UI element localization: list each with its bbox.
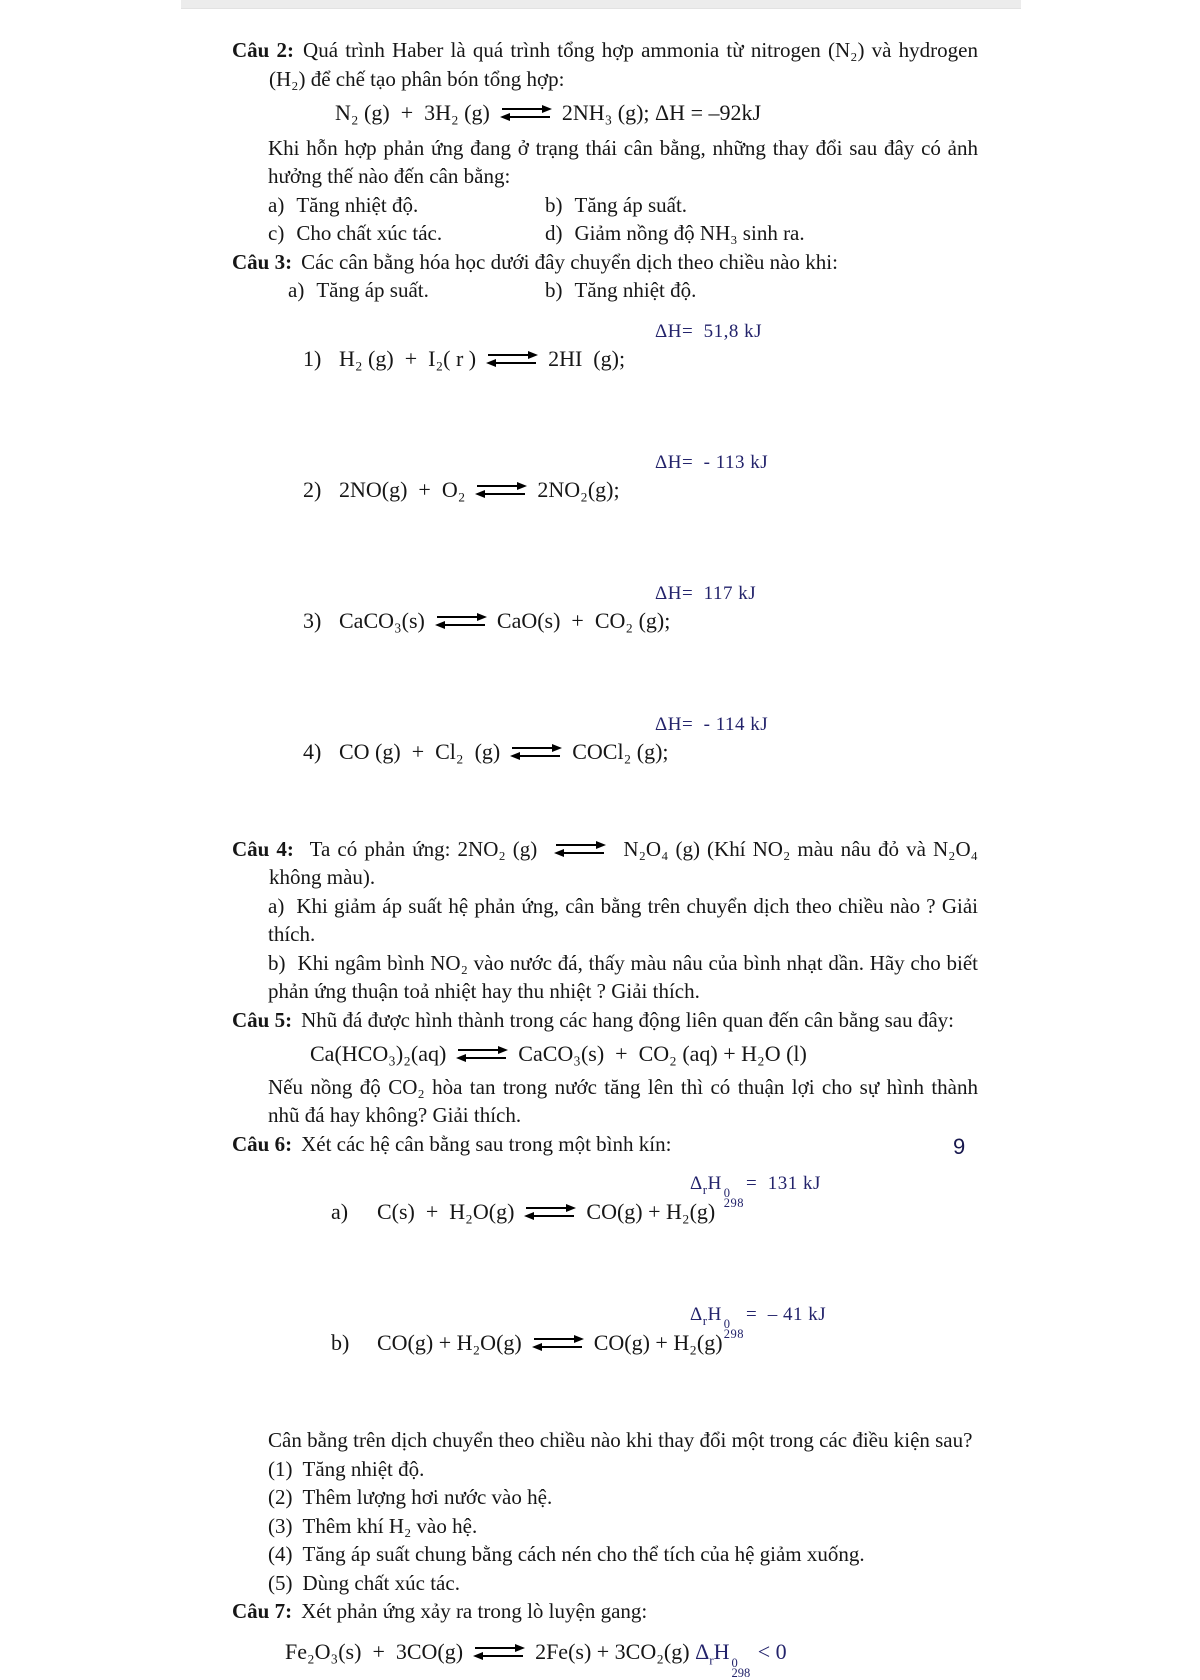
question-7-text: Xét phản ứng xảy ra trong lò luyện gang: [301, 1599, 648, 1623]
page-number: 9 [953, 1134, 966, 1159]
question-4-item-b: b) Khi ngâm bình NO₂ vào nước đá, thấy màu nâu của bình nhạt dần. Hãy cho biết phản ứng thuận toả nhiệt hay thu nhiệt ? Giải thích. [268, 950, 978, 1003]
question-6-label: Câu 6: [232, 1131, 293, 1156]
question-3-options-row [232, 276, 978, 305]
question-7-heading [232, 1597, 978, 1626]
equilibrium-arrow-icon [532, 1335, 584, 1352]
equilibrium-arrow-icon [510, 744, 562, 761]
equilibrium-a: a) C(s) + H₂O(g) CO(g) + H₂(g) $\Delta_rH$ 0 298 = 131 kJ [232, 1165, 978, 1289]
question-5-text: Nhũ đá được hình thành trong các hang động liên quan đến cân bằng sau đây: [301, 1007, 954, 1032]
question-2-options-row-1 [232, 191, 978, 220]
reaction-3: 3) CaCO₃(s) CaO(s) + CO₂ (g); ΔH= 117 kJ [232, 574, 978, 698]
question-5-heading [232, 1006, 978, 1035]
reaction-2: 2) 2NO(g) + O₂ 2NO₂(g); ΔH= - 113 kJ [232, 443, 978, 567]
delta-h-value-3: ΔH= 117 kJ [655, 582, 757, 604]
question-7-label: Câu 7: [232, 1599, 293, 1623]
question-6-heading [232, 1130, 978, 1159]
question-5-label: Câu 5: [232, 1007, 293, 1032]
condition-2: (2) Thêm lượng hơi nước vào hệ. [268, 1485, 553, 1509]
option-c: c) Cho chất xúc tác. [268, 221, 443, 245]
equilibrium-arrow-icon [435, 613, 487, 630]
reaction-4: 4) CO (g) + Cl₂ (g) COCl₂ (g); ΔH= - 114 kJ [232, 705, 978, 829]
equilibrium-arrow-icon [554, 841, 606, 858]
option-d: d) Giảm nồng độ NH₃ sinh ra. [545, 221, 805, 245]
question-6-text: Xét các hệ cân bằng sau trong một bình kín: [301, 1131, 672, 1156]
equilibrium-arrow-icon [456, 1046, 508, 1063]
question-4-text: Ta có phản ứng: 2NO₂ (g) N₂O₄ (g) (Khí NO₂ màu nâu đỏ và N₂O₄ không màu). [269, 836, 978, 889]
delta-rh-value-a: $\Delta_rH$ 0 298 = 131 kJ [690, 1173, 821, 1210]
equilibrium-arrow-icon [473, 1644, 525, 1661]
delta-h-value-2: ΔH= - 113 kJ [655, 451, 769, 473]
question-2-heading [232, 36, 978, 93]
option-b: b) Tăng áp suất. [545, 192, 688, 217]
question-4-label: Câu 4: [232, 836, 294, 861]
question-3-text: Các cân bằng hóa học dưới đây chuyển dịch theo chiều nào khi: [301, 249, 838, 274]
question-6-paragraph: Cân bằng trên dịch chuyển theo chiều nào khi thay đổi một trong các điều kiện sau? [268, 1428, 973, 1452]
option-a: a) Tăng áp suất. [288, 278, 429, 302]
equilibrium-arrow-icon [475, 482, 527, 499]
equilibrium-arrow-icon [486, 351, 538, 368]
equilibrium-arrow-icon [524, 1204, 576, 1221]
equilibrium-b: b) CO(g) + H₂O(g) CO(g) + H₂(g) $\Delta_rH$ 0 298 = – 41 kJ [232, 1296, 978, 1420]
delta-rh-value-b: $\Delta_rH$ 0 298 = – 41 kJ [690, 1304, 827, 1341]
question-2-options-row-2 [232, 219, 978, 248]
question-4-item-a: a) Khi giảm áp suất hệ phản ứng, cân bằng trên chuyển dịch theo chiều nào ? Giải thích. [268, 893, 978, 946]
question-4-heading [232, 835, 978, 892]
equation-bicarbonate: Ca(HCO₃)₂(aq) CaCO₃(s) + CO₂ (aq) + H₂O (l) [310, 1041, 807, 1066]
option-a: a) Tăng nhiệt độ. [268, 192, 419, 217]
equilibrium-arrow-icon [500, 105, 552, 122]
question-2-paragraph: Khi hỗn hợp phản ứng đang ở trạng thái cân bằng, những thay đổi sau đây có ảnh hưởng thế nào đến cân bằng: [268, 135, 978, 188]
condition-3: (3) Thêm khí H₂ vào hệ. [268, 1513, 478, 1538]
condition-1: (1) Tăng nhiệt độ. [268, 1456, 425, 1481]
question-5-paragraph: Nếu nồng độ CO₂ hòa tan trong nước tăng lên thì có thuận lợi cho sự hình thành nhũ đá hay không? Giải thích. [268, 1074, 978, 1127]
question-3-label: Câu 3: [232, 249, 293, 274]
equation-haber: N₂ (g) + 3H₂ (g) 2NH₃ (g); ΔH = –92kJ [335, 100, 762, 125]
delta-h-value-4: ΔH= - 114 kJ [655, 713, 769, 735]
question-2-text: Quá trình Haber là quá trình tổng hợp ammonia từ nitrogen (N₂) và hydrogen (H₂) để chế tạo phân bón tổng hợp: [269, 38, 978, 91]
condition-4: (4) Tăng áp suất chung bằng cách nén cho thể tích của hệ giảm xuống. [268, 1542, 865, 1566]
question-2-label: Câu 2: [232, 38, 295, 62]
delta-h-value-1: ΔH= 51,8 kJ [655, 320, 763, 342]
condition-5: (5) Dùng chất xúc tác. [268, 1570, 460, 1595]
equation-blast-furnace: Fe₂O₃(s) + 3CO(g) 2Fe(s) + 3CO₂(g) $\Delta_rH$ 0 298 < 0 [285, 1638, 787, 1680]
question-3-heading [232, 248, 978, 277]
reaction-1: 1) H₂ (g) + I₂( r ) 2HI (g); ΔH= 51,8 kJ [232, 312, 978, 436]
option-b: b) Tăng nhiệt độ. [545, 278, 697, 302]
